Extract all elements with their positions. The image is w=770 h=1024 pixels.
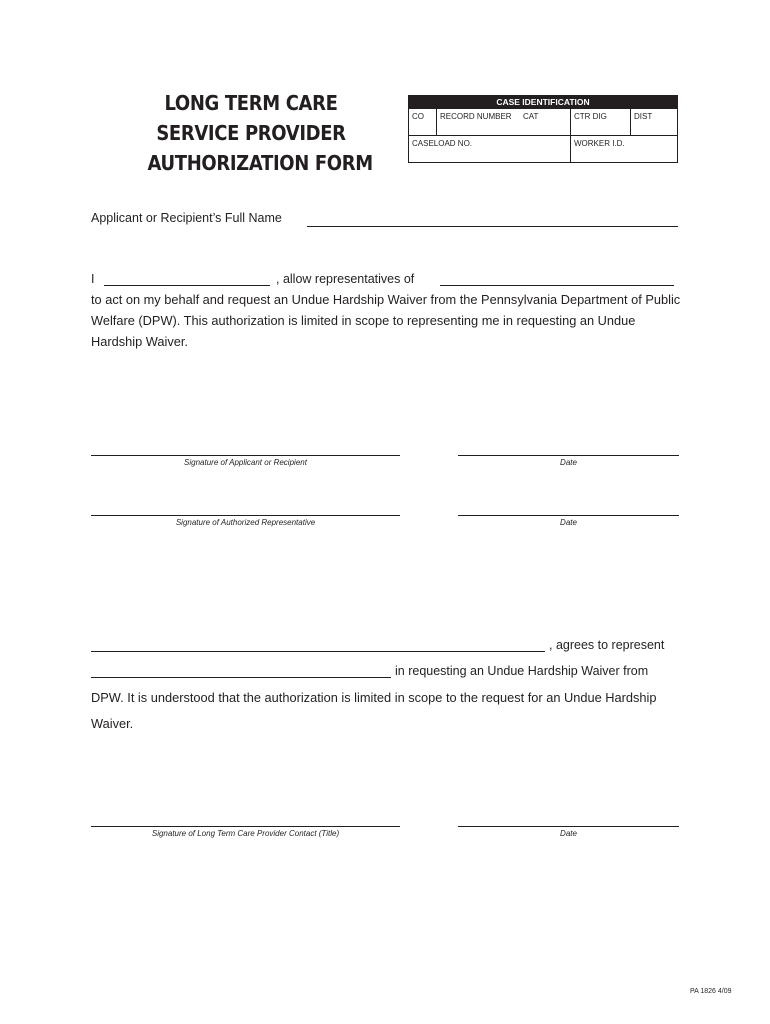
dist-label: DIST [634, 112, 653, 121]
ctr-dig-field[interactable] [570, 109, 630, 135]
applicant-date-caption: Date [560, 458, 577, 467]
provider-date-caption: Date [560, 829, 577, 838]
worker-id-label: WORKER I.D. [574, 139, 625, 148]
provider-agreement-text: DPW. It is understood that the authorization is limited in scope to the request for an Undue Hardship Waiver. [91, 690, 657, 731]
representatives-of-field[interactable] [440, 272, 674, 286]
provider-date-field[interactable] [458, 826, 679, 827]
provider-signature-field[interactable] [91, 826, 400, 827]
caseload-no-label: CASELOAD NO. [412, 139, 473, 148]
authorization-text: to act on my behalf and request an Undue Hardship Waiver from the Pennsylvania Department of Public Welfare (DPW). This authorization is limited in scope to representing me in requesting an Undue Hardship Waiver. [91, 292, 681, 349]
title-line-1: LONG TERM CARE [164, 91, 338, 115]
cat-label: CAT [523, 112, 539, 121]
applicant-name-inline-field[interactable] [104, 272, 270, 286]
case-id-row-2 [409, 136, 677, 162]
record-number-field[interactable] [436, 109, 520, 135]
dist-field[interactable] [630, 109, 678, 135]
provider-name-field[interactable] [91, 638, 545, 652]
co-label: CO [412, 112, 424, 121]
agrees-to-represent-label: , agrees to represent [549, 638, 665, 652]
applicant-name-label: Applicant or Recipient’s Full Name [91, 211, 282, 225]
applicant-date-field[interactable] [458, 455, 679, 456]
title-line-2: SERVICE PROVIDER [156, 121, 346, 145]
representative-signature-field[interactable] [91, 515, 400, 516]
cat-field[interactable] [520, 109, 570, 135]
worker-id-field[interactable] [570, 136, 678, 162]
provider-signature-caption: Signature of Long Term Care Provider Contact (Title) [151, 829, 340, 838]
allow-representatives-label: , allow representatives of [276, 272, 415, 286]
record-number-label: RECORD NUMBER [440, 112, 512, 121]
title-line-3: AUTHORIZATION FORM [147, 151, 373, 175]
applicant-signature-caption: Signature of Applicant or Recipient [184, 458, 307, 467]
i-label: I [91, 272, 95, 286]
represented-person-field[interactable] [91, 664, 391, 678]
form-title [147, 88, 373, 178]
requesting-waiver-label: in requesting an Undue Hardship Waiver from [395, 664, 649, 678]
form-number: PA 1826 4/09 [690, 988, 732, 995]
applicant-signature-field[interactable] [91, 455, 400, 456]
caseload-no-field[interactable] [409, 136, 570, 162]
case-identification-box [408, 95, 678, 163]
representative-signature-caption: Signature of Authorized Representative [175, 518, 316, 527]
case-id-row-1 [409, 109, 677, 136]
applicant-name-field[interactable] [307, 213, 678, 227]
representative-date-field[interactable] [458, 515, 679, 516]
co-field[interactable] [409, 109, 436, 135]
representative-date-caption: Date [560, 518, 577, 527]
case-identification-header: CASE IDENTIFICATION [409, 96, 677, 109]
ctr-dig-label: CTR DIG [574, 112, 607, 121]
